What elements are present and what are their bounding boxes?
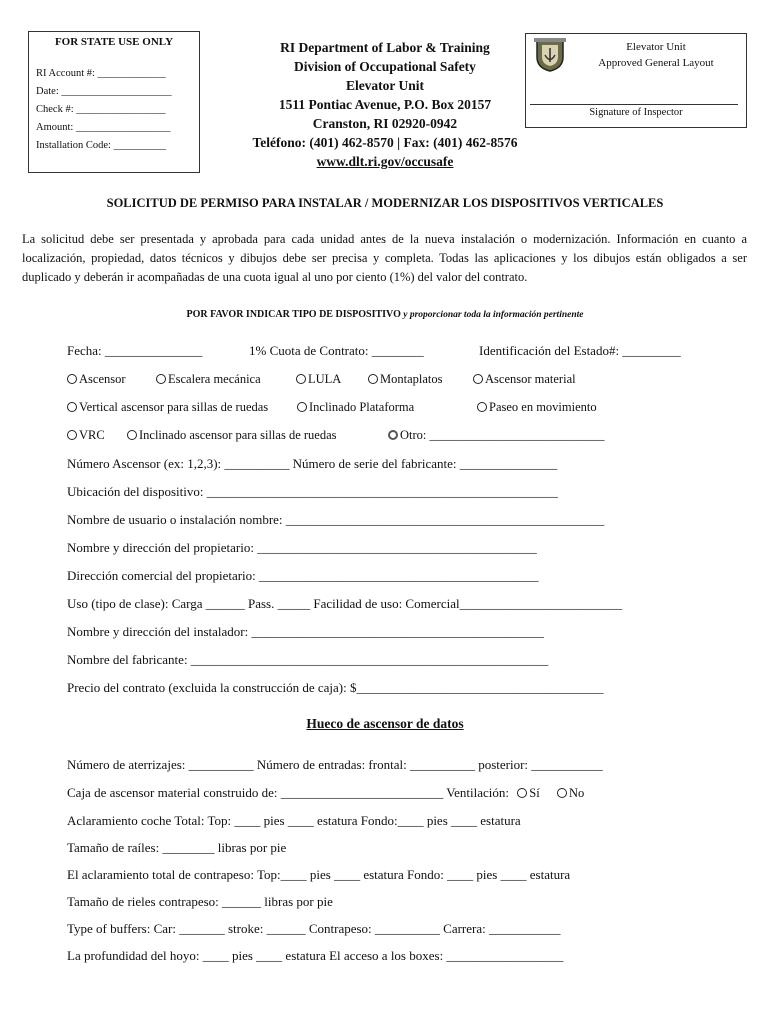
- option-vrc[interactable]: [67, 428, 105, 443]
- option-label: Ascensor material: [485, 372, 576, 386]
- shaft-data-section-title: Hueco de ascensor de datos: [306, 716, 464, 731]
- radio-icon[interactable]: [67, 402, 77, 412]
- agency-website-link[interactable]: www.dlt.ri.gov/occusafe: [316, 154, 454, 169]
- device-type-instruction: [0, 309, 770, 320]
- elevator-number-field[interactable]: Número Ascensor (ex: 1,2,3): __________ Número de serie del fabricante: _______________: [67, 456, 558, 471]
- device-type-instruction-bold: POR FAVOR INDICAR TIPO DE DISPOSITIVO: [186, 309, 401, 320]
- owner-name-address-field[interactable]: Nombre y dirección del propietario: ___________________________________________: [67, 540, 537, 555]
- fecha-field[interactable]: Fecha: _______________: [67, 343, 203, 358]
- option-montaplatos[interactable]: [368, 372, 443, 387]
- inspector-unit-label: Elevator Unit: [626, 41, 686, 53]
- agency-line: Division of Occupational Safety: [294, 59, 476, 74]
- option-label: Inclinado Plataforma: [309, 400, 415, 414]
- option-escalera[interactable]: [156, 372, 261, 387]
- state-use-title: FOR STATE USE ONLY: [54, 36, 174, 48]
- ventilation-si-option[interactable]: [512, 786, 539, 800]
- usage-class-field[interactable]: Uso (tipo de clase): Carga ______ Pass. _____ Facilidad de uso: Comercial_________________________: [67, 596, 623, 611]
- option-label: Montaplatos: [380, 372, 443, 386]
- option-otro[interactable]: [388, 428, 605, 443]
- radio-icon[interactable]: [473, 374, 483, 384]
- option-label: Ascensor: [79, 372, 126, 386]
- option-inclinado-sillas[interactable]: [127, 428, 337, 443]
- amount-field[interactable]: Amount: __________________: [36, 122, 171, 133]
- option-label: No: [568, 786, 585, 800]
- state-id-field[interactable]: Identificación del Estado#: _________: [479, 343, 681, 358]
- agency-line: Cranston, RI 02920-0942: [312, 116, 458, 131]
- radio-icon[interactable]: [557, 788, 567, 798]
- radio-icon[interactable]: [67, 374, 77, 384]
- radio-icon[interactable]: [297, 402, 307, 412]
- option-inclinado-plataforma[interactable]: [297, 400, 414, 415]
- installer-name-address-field[interactable]: Nombre y dirección del instalador: _____________________________________________: [67, 624, 544, 639]
- rail-size-field[interactable]: Tamaño de raíles: ________ libras por pie: [67, 840, 287, 855]
- cuota-field[interactable]: 1% Cuota de Contrato: ________: [249, 343, 424, 358]
- option-label: Otro: ____________________________: [400, 428, 605, 442]
- installation-code-field[interactable]: Installation Code: __________: [36, 140, 167, 151]
- owner-business-address-field[interactable]: Dirección comercial del propietario: ___________________________________________: [67, 568, 539, 583]
- option-ascensor-material[interactable]: [473, 372, 576, 387]
- agency-line: RI Department of Labor & Training: [280, 40, 490, 55]
- device-location-field[interactable]: Ubicación del dispositivo: ______________________________________________________: [67, 484, 558, 499]
- car-clearance-field[interactable]: Aclaramiento coche Total: Top: ____ pies ____ estatura Fondo:____ pies ____ estatura: [67, 813, 521, 828]
- inspector-approval-box: [525, 33, 747, 128]
- state-seal-icon: [533, 37, 567, 73]
- device-type-instruction-rest: y proporcionar toda la información pertinente: [400, 310, 584, 320]
- landings-entrances-field[interactable]: Número de aterrizajes: __________ Número de entradas: frontal: __________ posterior: ___________: [67, 757, 603, 772]
- agency-header: [215, 38, 555, 171]
- radio-icon[interactable]: [156, 374, 166, 384]
- agency-line: Elevator Unit: [345, 78, 425, 93]
- counterweight-rail-size-field[interactable]: Tamaño de rieles contrapeso: ______ libras por pie: [67, 894, 333, 909]
- form-title: SOLICITUD DE PERMISO PARA INSTALAR / MODERNIZAR LOS DISPOSITIVOS VERTICALES: [106, 196, 664, 210]
- signature-line[interactable]: [530, 104, 738, 105]
- radio-icon[interactable]: [477, 402, 487, 412]
- option-label: LULA: [308, 372, 342, 386]
- radio-icon[interactable]: [368, 374, 378, 384]
- intro-paragraph: La solicitud debe ser presentada y aprobada para cada unidad antes de la nueva instalación o modernización. Información en cuanto a localización, propiedad, datos técnicos y dibujos debe ser precisa y completa. Todas las aplicaciones y los dibujos están obligados a ser duplicado y deberán ir acompañadas de una cuota igual al uno por ciento (1%) del valor del contrato.: [22, 232, 747, 284]
- date-field[interactable]: Date: _____________________: [36, 86, 172, 97]
- contract-price-field[interactable]: Precio del contrato (excluida la construcción de caja): $______________________________________: [67, 680, 604, 695]
- radio-icon[interactable]: [388, 430, 398, 440]
- radio-icon[interactable]: [517, 788, 527, 798]
- inspector-layout-label: Approved General Layout: [598, 57, 714, 69]
- counterweight-clearance-field[interactable]: El aclaramiento total de contrapeso: Top:____ pies ____ estatura Fondo: ____ pies ____ estatura: [67, 867, 571, 882]
- signature-label: Signature of Inspector: [589, 107, 683, 118]
- manufacturer-name-field[interactable]: Nombre del fabricante: _______________________________________________________: [67, 652, 549, 667]
- pit-depth-field[interactable]: La profundidad del hoyo: ____ pies ____ estatura El acceso a los boxes: __________________: [67, 948, 564, 963]
- state-use-box: [28, 31, 200, 173]
- option-label: Vertical ascensor para sillas de ruedas: [79, 400, 269, 414]
- agency-line: 1511 Pontiac Avenue, P.O. Box 20157: [278, 97, 492, 112]
- agency-phone-fax: Teléfono: (401) 462-8570 | Fax: (401) 462-8576: [252, 135, 518, 150]
- option-label: VRC: [79, 428, 105, 442]
- radio-icon[interactable]: [127, 430, 137, 440]
- user-installation-name-field[interactable]: Nombre de usuario o instalación nombre: _________________________________________________: [67, 512, 605, 527]
- option-lula[interactable]: [296, 372, 341, 387]
- option-paseo[interactable]: [477, 400, 597, 415]
- option-label: Paseo en movimiento: [489, 400, 597, 414]
- option-ascensor[interactable]: [67, 372, 126, 387]
- radio-icon[interactable]: [67, 430, 77, 440]
- buffer-type-field[interactable]: Type of buffers: Car: _______ stroke: ______ Contrapeso: __________ Carrera: ___________: [67, 921, 561, 936]
- option-label: Sí: [529, 786, 540, 800]
- hoistway-material-row: [67, 785, 584, 801]
- check-field[interactable]: Check #: _________________: [36, 104, 166, 115]
- hoistway-material-field[interactable]: Caja de ascensor material construido de: _________________________ Ventilación:: [67, 785, 510, 800]
- option-label: Inclinado ascensor para sillas de ruedas: [139, 428, 337, 442]
- option-label: Escalera mecánica: [168, 372, 261, 386]
- ri-account-field[interactable]: RI Account #: _____________: [36, 68, 166, 79]
- radio-icon[interactable]: [296, 374, 306, 384]
- ventilation-no-option[interactable]: [557, 786, 584, 800]
- option-vertical-sillas[interactable]: [67, 400, 268, 415]
